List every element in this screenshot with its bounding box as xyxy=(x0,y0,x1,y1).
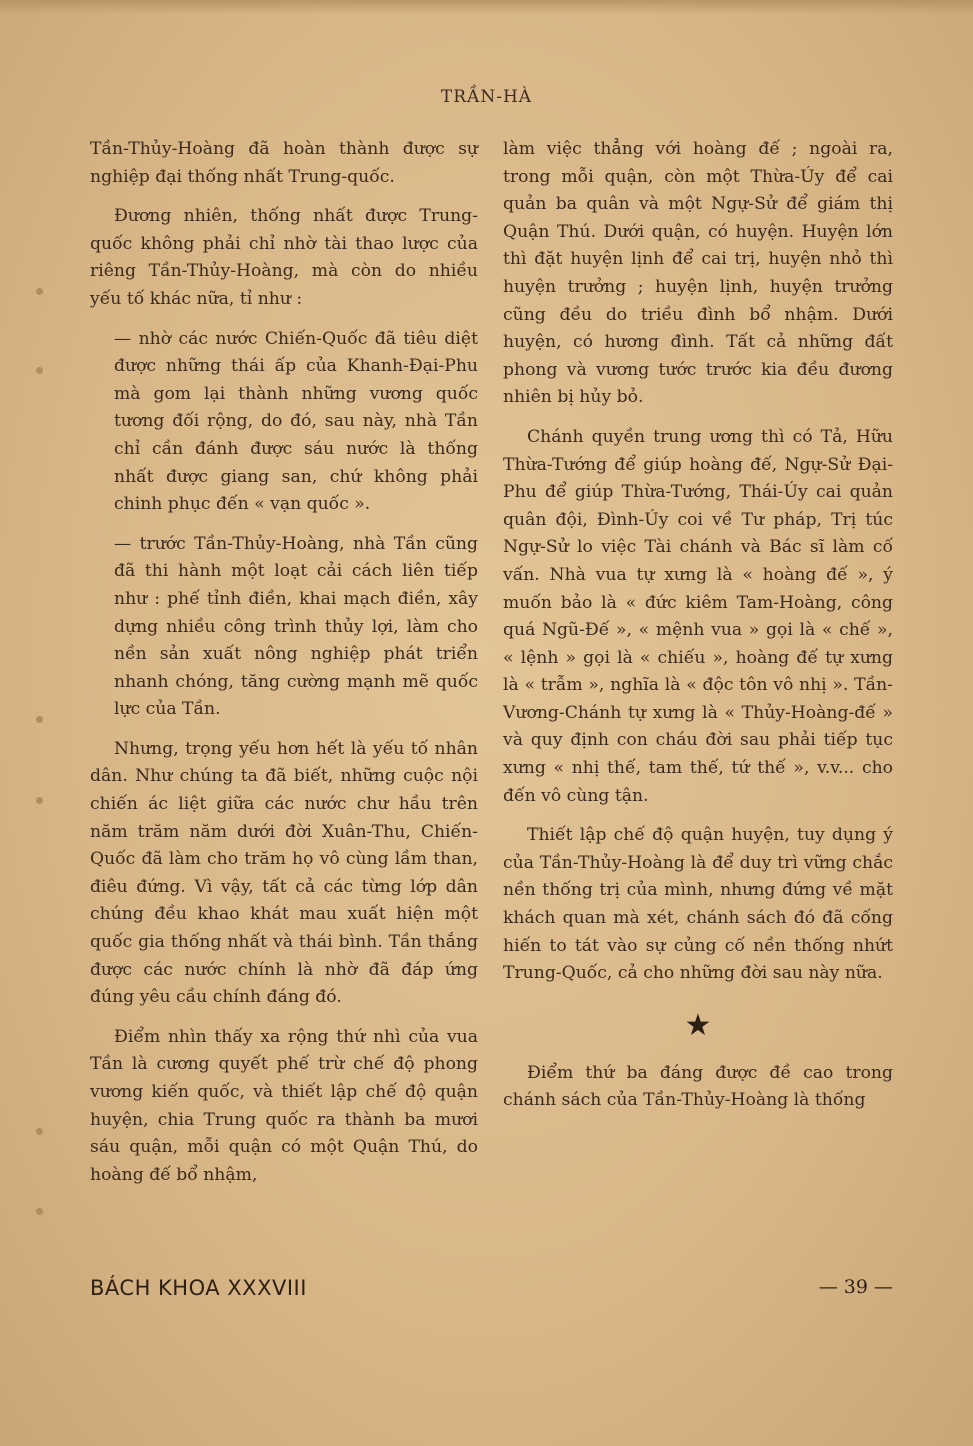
binding-hole xyxy=(36,367,43,374)
paragraph: Chánh quyền trung ương thì có Tả, Hữu Thừa-Tướng để giúp hoàng đế, Ngự-Sử Đại-Phu để giúp Thừa-Tướng, Thái-Úy cai quản quân đội, Đình-Úy coi về Tư pháp, Trị túc Ngự-Sử lo việc Tài chánh và Bác sĩ làm cố vấn. Nhà vua tự xưng là « hoàng đế », ý muốn bảo là « đức kiêm Tam-Hoàng, công quá Ngũ-Đế », « mệnh vua » gọi là « chế », « lệnh » gọi là « chiếu », hoàng đế tự xưng là « trẫm », nghĩa là « độc tôn vô nhị ». Tần-Vương-Chánh tự xưng là « Thủy-Hoàng-đế » và quy định con cháu đời sau phải tiếp tục xưng « nhị thế, tam thế, tứ thế », v.v... cho đến vô cùng tận. xyxy=(503,426,893,806)
paragraph: Điểm thứ ba đáng được đề cao trong chánh sách của Tần-Thủy-Hoàng là thống xyxy=(503,1062,893,1111)
star-separator: ★ xyxy=(684,1007,712,1043)
paragraph: Đương nhiên, thống nhất được Trung-quốc không phải chỉ nhờ tài thao lược của riêng Tần-Thủy-Hoàng, mà còn do nhiều yếu tố khác nữa, tỉ như : xyxy=(90,206,478,309)
binding-hole xyxy=(36,716,43,723)
binding-hole xyxy=(36,797,43,804)
paragraph: làm việc thẳng với hoàng đế ; ngoài ra, trong mỗi quận, còn một Thừa-Úy để cai quản ba quân và một Ngự-Sử để giám thị Quận Thú. Dưới quận, có huyện. Huyện lớn thì đặt huyện lịnh để cai trị, huyện nhỏ thì huyện trưởng ; huyện lịnh, huyện trưởng cũng đều do triều đình bổ nhậm. Dưới huyện, có hương đình. Tất cả những đất phong và vương tước trước kia đều đương nhiên bị hủy bỏ. xyxy=(503,139,893,408)
magazine-title: BÁCH KHOA XXXVIII xyxy=(90,1276,307,1300)
dash-item: — trước Tần-Thủy-Hoàng, nhà Tần cũng đã thi hành một loạt cải cách liên tiếp như : phế tỉnh điền, khai mạch điền, xây dựng nhiều công trình thủy lợi, làm cho nền sản xuất nông nghiệp phát triển nhanh chóng, tăng cường mạnh mẽ quốc lực của Tần. xyxy=(114,533,478,720)
left-column xyxy=(90,136,478,1201)
paragraph: Nhưng, trọng yếu hơn hết là yếu tố nhân dân. Như chúng ta đã biết, những cuộc nội chiến ác liệt giữa các nước chư hầu trên năm trăm năm dưới đời Xuân-Thu, Chiến-Quốc đã làm cho trăm họ vô cùng lầm than, điêu đứng. Vì vậy, tất cả các từng lớp dân chúng đều khao khát mau xuất hiện một quốc gia thống nhất và thái bình. Tần thắng được các nước chính là nhờ đã đáp ứng đúng yêu cầu chính đáng đó. xyxy=(90,738,478,1008)
binding-hole xyxy=(36,288,43,295)
paragraph: Thiết lập chế độ quận huyện, tuy dụng ý của Tần-Thủy-Hoàng là để duy trì vững chắc nền thống trị của mình, nhưng đứng về mặt khách quan mà xét, chánh sách đó đã cống hiến to tát vào sự củng cố nền thống nhứt Trung-Quốc, cả cho những đời sau này nữa. xyxy=(503,825,893,984)
running-title: TRẦN-HÀ xyxy=(440,87,533,107)
page-top-edge xyxy=(0,0,973,14)
binding-hole xyxy=(36,1208,43,1215)
right-column xyxy=(503,136,893,1127)
page-number: — 39 — xyxy=(818,1276,893,1298)
dash-item: — nhờ các nước Chiến-Quốc đã tiêu diệt được những thái ấp của Khanh-Đại-Phu mà gom lại thành những vương quốc tương đối rộng, do đó, sau này, nhà Tần chỉ cần đánh được sáu nước là thống nhất được giang san, chứ không phải chinh phục đến « vạn quốc ». xyxy=(114,328,478,515)
binding-hole xyxy=(36,1128,43,1135)
paragraph: Điểm nhìn thấy xa rộng thứ nhì của vua Tần là cương quyết phế trừ chế độ phong vương kiến quốc, và thiết lập chế độ quận huyện, chia Trung quốc ra thành ba mươi sáu quận, mỗi quận có một Quận Thú, do hoàng đế bổ nhậm, xyxy=(90,1026,478,1185)
paragraph: Tần-Thủy-Hoàng đã hoàn thành được sự nghiệp đại thống nhất Trung-quốc. xyxy=(90,139,478,187)
